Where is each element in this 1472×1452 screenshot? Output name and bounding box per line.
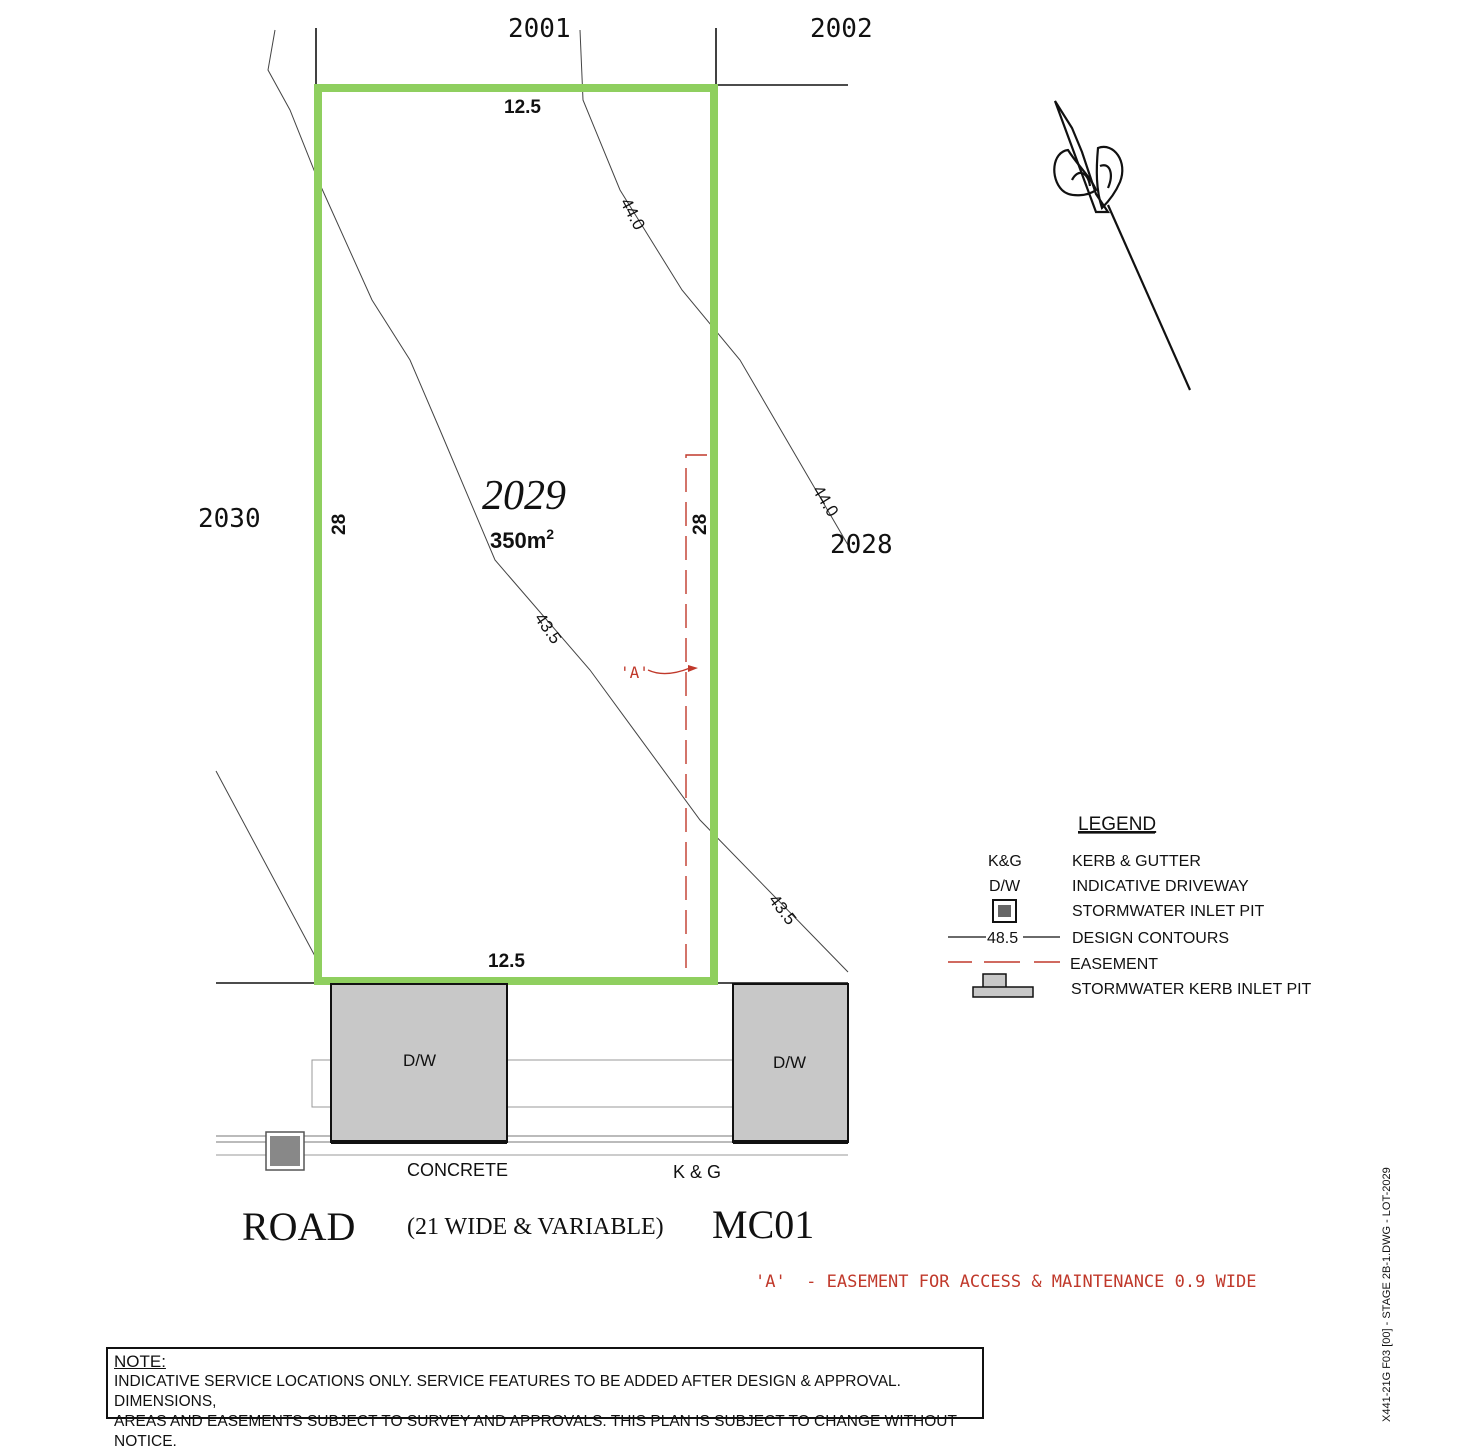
note-line-2: AREAS AND EASEMENTS SUBJECT TO SURVEY AND APPROVALS. THIS PLAN IS SUBJECT TO CHANGE WITHOUT NOTICE. [114,1413,957,1450]
neighbour-lot-2001: 2001 [508,14,571,44]
lot-area-superscript: 2 [546,526,555,542]
note-title: NOTE: [114,1352,166,1371]
dimension-left: 28 [329,513,350,535]
legend-kerb-inlet-pit-icon [973,974,1033,997]
contour-label-44-right: 44.0 [808,482,843,521]
stormwater-inlet-pit-icon[interactable] [266,1132,304,1170]
kerb-gutter-label: K & G [673,1162,722,1182]
legend-symbol-dw: D/W [989,878,1021,895]
legend-label-kerb-gutter: KERB & GUTTER [1072,853,1201,870]
contour-label-43-5-left: 43.5 [530,609,566,648]
legend-label-driveway: INDICATIVE DRIVEWAY [1072,878,1249,895]
neighbour-lot-2028: 2028 [830,530,893,560]
legend-label-inlet-pit: STORMWATER INLET PIT [1072,903,1265,920]
concrete-label: CONCRETE [407,1160,509,1180]
legend-label-easement: EASEMENT [1070,956,1159,973]
note-line-1: INDICATIVE SERVICE LOCATIONS ONLY. SERVICE FEATURES TO BE ADDED AFTER DESIGN & APPROVAL. DIMENSIONS, [114,1373,901,1410]
neighbour-lot-2002: 2002 [810,14,873,44]
dimension-bottom: 12.5 [488,951,525,972]
legend-inlet-pit-icon [993,900,1016,922]
driveway-right-label: D/W [773,1053,807,1072]
note-box [106,1347,984,1450]
easement-note: 'A' - EASEMENT FOR ACCESS & MAINTENANCE 0.9 WIDE [755,1272,1257,1292]
dimension-right: 28 [690,513,711,535]
easement-marker: 'A' [620,663,649,682]
lot-area-value: 350m [490,528,547,553]
contour-label-43-5-right: 43.5 [764,890,801,929]
legend-symbol-kg: K&G [988,853,1022,870]
road-code-label: MC01 [712,1202,815,1247]
contour-label-44-upper: 44.0 [616,194,649,234]
legend [948,814,1312,998]
north-arrow-icon [1054,101,1190,390]
legend-label-contours: DESIGN CONTOURS [1072,930,1230,947]
neighbour-lot-2030: 2030 [198,504,261,534]
driveway-left-label: D/W [403,1051,437,1070]
easement-arrow-icon [688,665,698,672]
easement-leader [648,668,690,674]
drawing-reference: X441-21G F03 [00] - STAGE 2B-1.DWG - LOT-2029 [1381,1167,1393,1422]
legend-title: LEGEND [1078,814,1157,835]
legend-symbol-contour: 48.5 [987,930,1019,947]
legend-label-kerb-inlet-pit: STORMWATER KERB INLET PIT [1071,981,1312,998]
lot-area [490,526,554,553]
road-label: ROAD [242,1204,356,1249]
dimension-top: 12.5 [504,97,541,118]
lot-number: 2029 [482,473,566,519]
road-width-label: (21 WIDE & VARIABLE) [407,1214,664,1240]
